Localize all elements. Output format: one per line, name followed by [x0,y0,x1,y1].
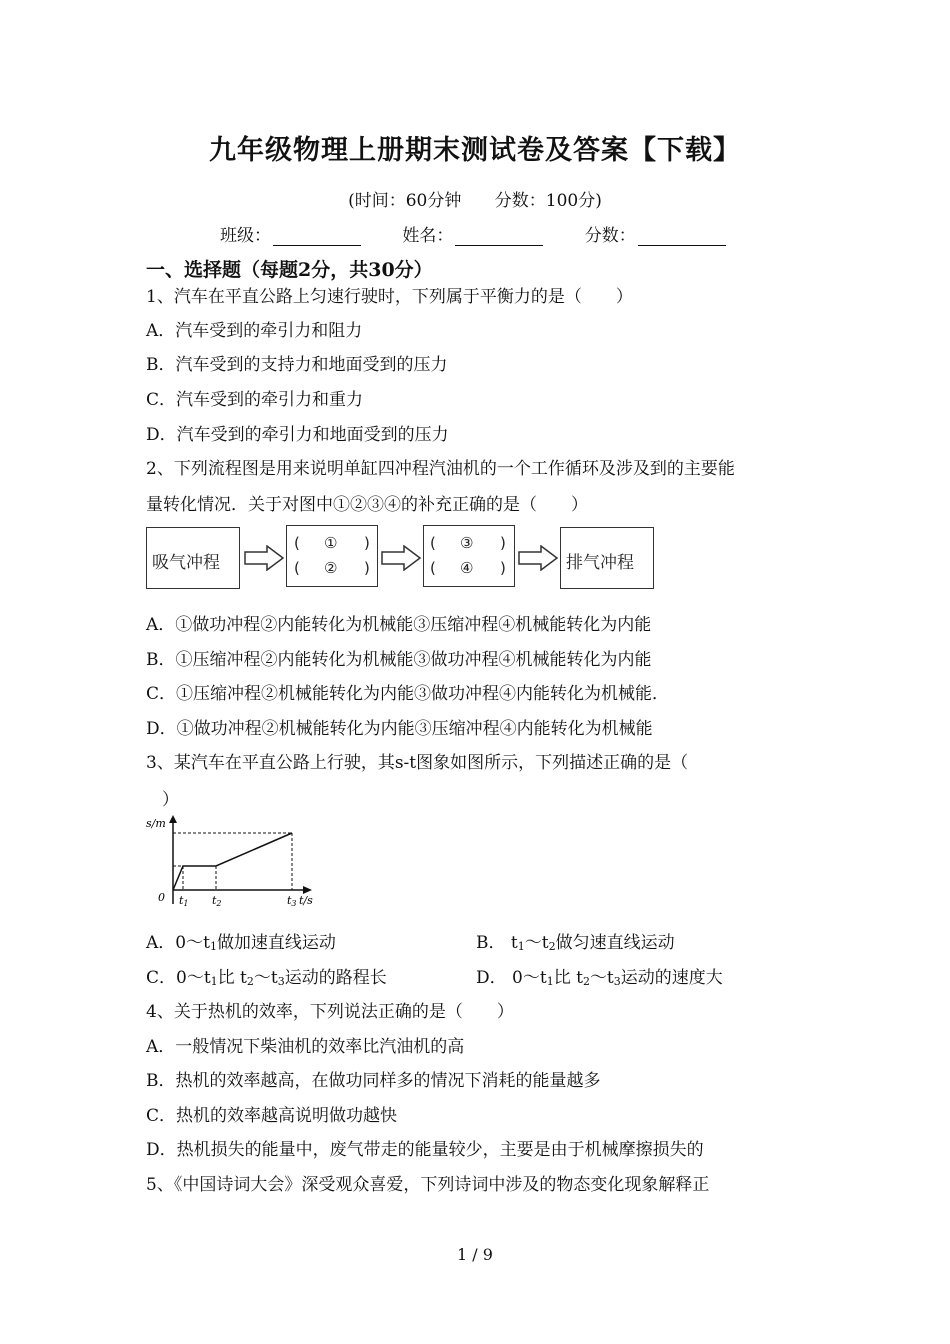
flow-arrow-3 [517,545,559,571]
question-1-option-d: D．汽车受到的牵引力和地面受到的压力 [146,425,449,445]
t3-label: t3 [287,894,297,908]
st-line [173,833,292,890]
section-heading: 一、选择题（每题2分，共30分） [146,259,433,281]
name-field[interactable]: 姓名： [402,221,543,246]
paren: ) [500,534,506,552]
flow-slot-3: ③ [460,534,474,552]
question-2-option-a: A．①做功冲程②内能转化为机械能③压缩冲程④机械能转化为内能 [146,615,652,635]
t1-label: t1 [179,894,189,908]
question-1-stem: 1、汽车在平直公路上匀速行驶时，下列属于平衡力的是（ ） [146,287,633,307]
question-2-option-c: C．①压缩冲程②机械能转化为内能③做功冲程④内能转化为机械能． [146,684,670,704]
class-field[interactable]: 班级： [220,221,361,246]
question-2-option-b: B．①压缩冲程②内能转化为机械能③做功冲程④机械能转化为内能 [146,650,652,670]
question-2-stem-2: 量转化情况．关于对图中①②③④的补充正确的是（ ） [146,495,588,515]
paren: ( [430,534,436,552]
y-axis-arrow [169,815,177,823]
question-3-option-d: D． 0～t1比 t2～t3运动的速度大 [476,968,723,988]
paren: ( [430,559,436,577]
score-info: 分数：100分) [494,191,602,211]
question-2-stem-1: 2、下列流程图是用来说明单缸四冲程汽油机的一个工作循环及涉及到的主要能 [146,459,735,479]
flow-slot-2: ② [324,559,338,577]
st-graph [140,812,320,912]
paren: ( [294,534,300,552]
question-1-option-a: A．汽车受到的牵引力和阻力 [146,321,363,341]
score-field[interactable]: 分数： [585,221,726,246]
t2-label: t2 [212,894,222,908]
question-1-option-c: C．汽车受到的牵引力和重力 [146,390,364,410]
flow-label-intake: 吸气冲程 [152,553,220,573]
page-title: 九年级物理上册期末测试卷及答案【下载】 [209,135,741,166]
question-4-option-d: D．热机损失的能量中，废气带走的能量较少，主要是由于机械摩擦损失的 [146,1140,704,1160]
y-axis-label: s/m [146,817,166,830]
flow-slot-4: ④ [460,559,474,577]
paren: ( [294,559,300,577]
student-fields [220,221,762,246]
paren: ) [500,559,506,577]
question-1-option-b: B．汽车受到的支持力和地面受到的压力 [146,355,448,375]
flow-arrow-1 [243,545,285,571]
origin-label: 0 [158,891,165,904]
flow-arrow-2 [380,545,422,571]
question-4-stem: 4、关于热机的效率，下列说法正确的是（ ） [146,1002,514,1022]
question-3-option-c: C．0～t1比 t2～t3运动的路程长 [146,968,387,988]
question-3-option-a: A．0～t1做加速直线运动 [146,933,336,953]
flowchart [146,525,666,590]
question-3-option-b: B． t1～t2做匀速直线运动 [476,933,675,953]
question-3-stem-2: ） [162,790,179,810]
question-4-option-a: A．一般情况下柴油机的效率比汽油机的高 [146,1037,465,1057]
question-5-stem: 5、《中国诗词大会》深受观众喜爱，下列诗词中涉及的物态变化现象解释正 [146,1175,710,1195]
time-info: (时间：60分钟 [348,191,462,211]
question-4-option-b: B．热机的效率越高，在做功同样多的情况下消耗的能量越多 [146,1071,601,1091]
exam-meta [0,186,950,211]
page-number: 1 / 9 [457,1245,493,1264]
x-axis-arrow [303,886,312,894]
question-2-option-d: D．①做功冲程②机械能转化为内能③压缩冲程④内能转化为机械能 [146,719,653,739]
question-3-stem-1: 3、某汽车在平直公路上行驶，其s-t图象如图所示，下列描述正确的是（ [146,753,689,773]
flow-label-exhaust: 排气冲程 [566,553,634,573]
question-4-option-c: C．热机的效率越高说明做功越快 [146,1106,398,1126]
flow-slot-1: ① [324,534,338,552]
paren: ) [364,534,370,552]
x-axis-label: t/s [299,894,313,907]
paren: ) [364,559,370,577]
